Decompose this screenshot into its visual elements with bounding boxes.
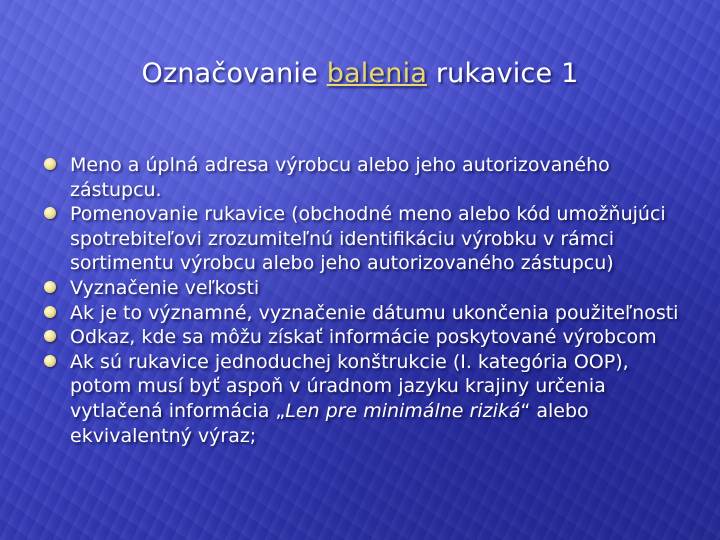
bullet-list — [44, 153, 684, 448]
bullet-item-glove-name — [44, 202, 684, 276]
bullet-text: Vyznačenie veľkosti — [70, 276, 260, 299]
bullet-dot-icon — [44, 158, 56, 170]
bullet-dot-icon — [44, 330, 56, 342]
bullet-item-expiry — [44, 301, 684, 326]
bullet-text-start: Ak sú rukavice jednoduchej konštrukcie (I. kategória OOP), potom musí byť aspoň v úradnom jazyku krajiny určenia vytlačená informácia „ — [70, 350, 629, 422]
bullet-text: Ak je to významné, vyznačenie dátumu ukončenia použiteľnosti — [70, 301, 679, 324]
bullet-item-manufacturer — [44, 153, 684, 202]
bullet-dot-icon — [44, 281, 56, 293]
bullet-text-italic: Len pre minimálne riziká — [285, 399, 521, 422]
title-text-end: rukavice 1 — [427, 58, 579, 89]
slide-title — [0, 58, 720, 89]
bullet-dot-icon — [44, 207, 56, 219]
bullet-item-size — [44, 276, 684, 301]
bullet-dot-icon — [44, 355, 56, 367]
bullet-text-end: “ alebo ekvivalentný výraz; — [70, 399, 589, 447]
bullet-text: Odkaz, kde sa môžu získať informácie poskytované výrobcom — [70, 326, 657, 349]
bullet-item-reference — [44, 325, 684, 350]
bullet-text: Pomenovanie rukavice (obchodné meno alebo kód umožňujúci spotrebiteľovi zrozumiteľnú identifikáciu výrobku v rámci sortimentu výrobcu alebo jeho autorizovaného zástupcu) — [70, 203, 666, 275]
title-link-balenia[interactable]: balenia — [326, 58, 428, 89]
bullet-dot-icon — [44, 306, 56, 318]
bullet-item-simple-design — [44, 350, 684, 448]
bullet-text: Meno a úplná adresa výrobcu alebo jeho autorizovaného zástupcu. — [70, 154, 610, 201]
title-text-start: Označovanie — [141, 58, 327, 89]
